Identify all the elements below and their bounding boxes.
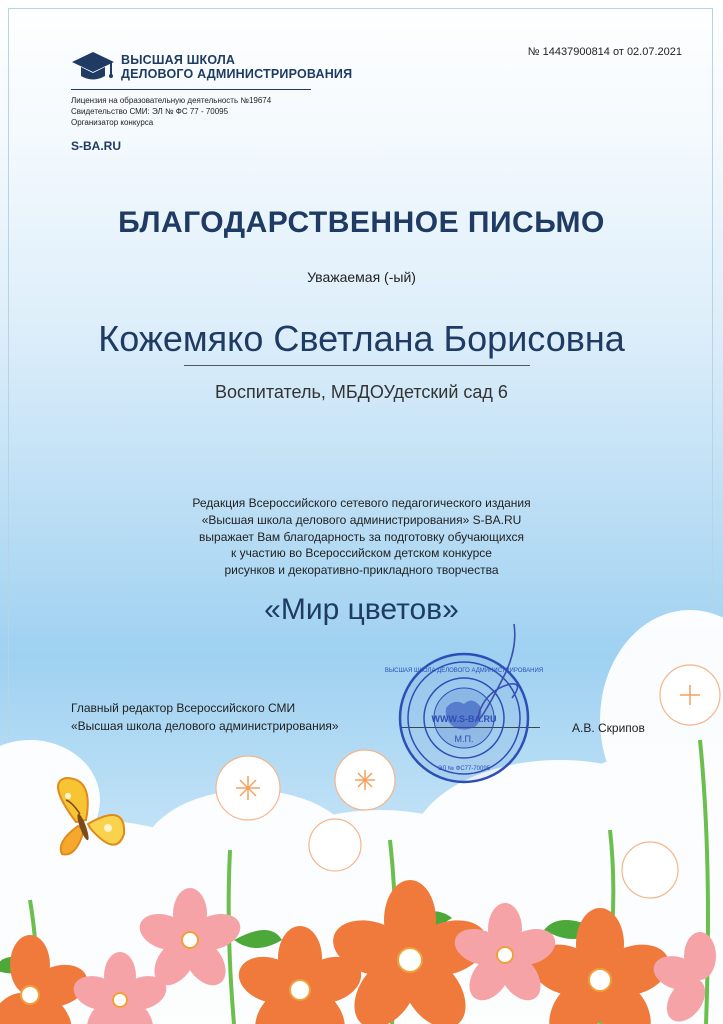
site-link[interactable]: S-BA.RU [71, 139, 121, 153]
svg-text:WWW.S-BA.RU: WWW.S-BA.RU [431, 714, 497, 724]
name-underline [184, 365, 530, 366]
gratitude-line: к участию во Всероссийском детском конкурсе [231, 546, 492, 561]
org-credentials [71, 95, 271, 128]
editor-line2: «Высшая школа делового администрирования» [71, 719, 339, 733]
organizer-text: Организатор конкурса [71, 118, 154, 127]
org-name-line1: ВЫСШАЯ ШКОЛА [121, 53, 236, 67]
gratitude-text [0, 495, 723, 579]
signer-name: А.В. Скрипов [572, 721, 645, 735]
media-certificate-text: Свидетельство СМИ: ЭЛ № ФС 77 - 70095 [71, 107, 229, 116]
org-name-line2: ДЕЛОВОГО АДМИНИСТРИРОВАНИЯ [121, 67, 353, 81]
gratitude-line: Редакция Всероссийского сетевого педагогического издания [192, 496, 531, 510]
logo-divider [71, 89, 311, 90]
recipient-position: Воспитатель, МБДОУдетский сад 6 [215, 382, 508, 402]
salutation: Уважаемая (-ый) [307, 269, 416, 285]
letter-title: БЛАГОДАРСТВЕННОЕ ПИСЬМО [118, 206, 605, 239]
gratitude-line: «Высшая школа делового администрирования» S-BA.RU [201, 512, 522, 527]
svg-text:ЭЛ № ФС77-70095: ЭЛ № ФС77-70095 [437, 766, 491, 772]
editor-line1: Главный редактор Всероссийского СМИ [71, 701, 296, 715]
svg-text:ВЫСШАЯ ШКОЛА ДЕЛОВОГО АДМИНИСТ: ВЫСШАЯ ШКОЛА ДЕЛОВОГО АДМИНИСТРИРОВАНИЯ [384, 668, 544, 674]
license-text: Лицензия на образовательную деятельность №19674 [71, 96, 272, 105]
gratitude-line: выражает Вам благодарность за подготовку обучающихся [199, 529, 524, 544]
org-logo [71, 50, 352, 84]
editor-title [71, 699, 339, 735]
gratitude-line: рисунков и декоративно-прикладного творчества [224, 563, 499, 578]
contest-name: «Мир цветов» [264, 593, 459, 626]
document-number: № 14437900814 от 02.07.2021 [527, 46, 682, 58]
butterfly-illustration [36, 772, 132, 868]
recipient-name: Кожемяко Светлана Борисовна [98, 318, 625, 359]
handwritten-signature [452, 620, 532, 730]
graduation-cap-icon [71, 50, 115, 84]
svg-text:М.П.: М.П. [454, 734, 474, 744]
